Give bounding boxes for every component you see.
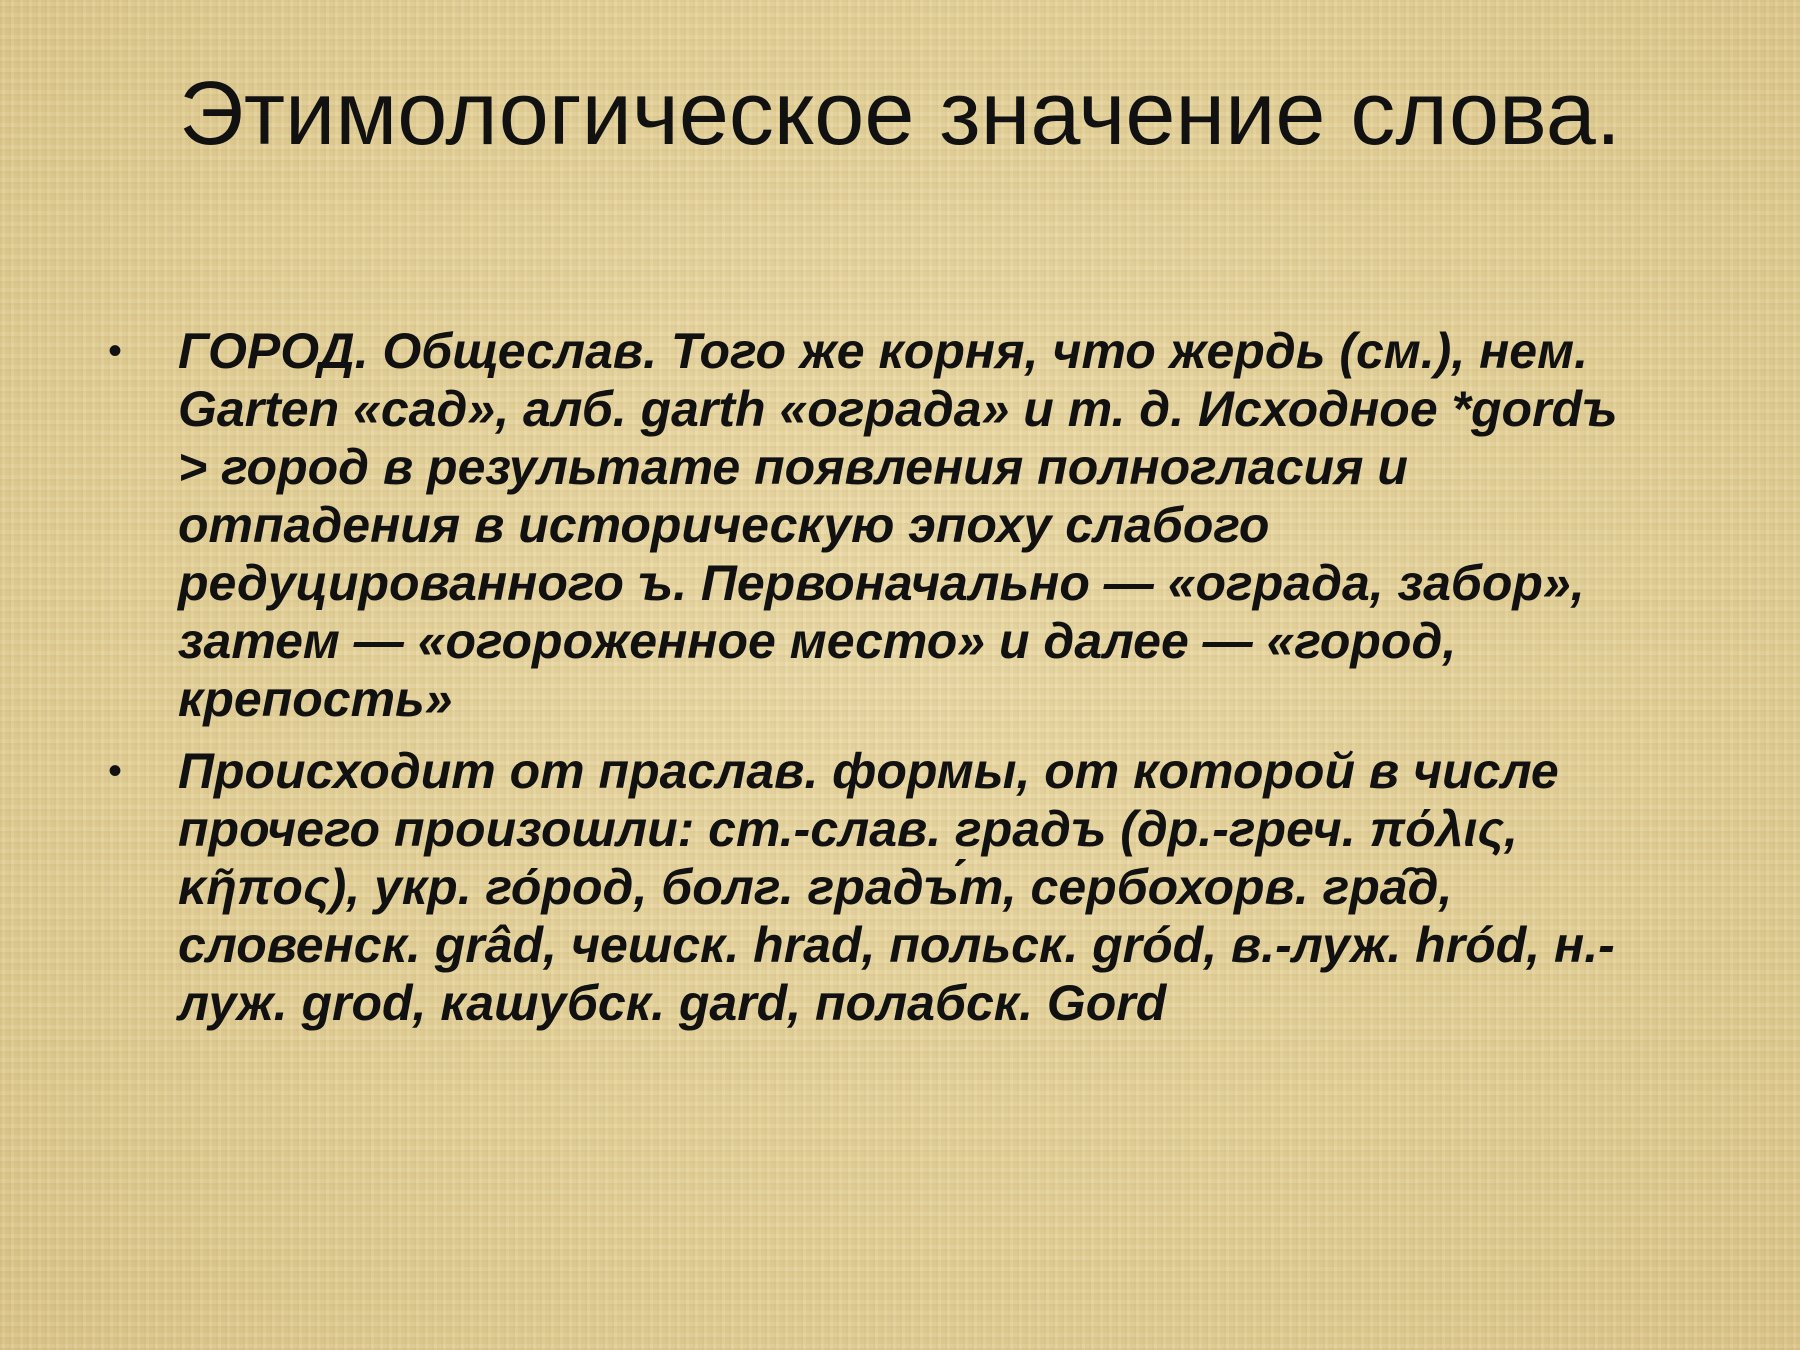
slide-title: Этимологическое значение слова. [179,64,1621,164]
bullet-item [100,742,1660,1032]
bullet-icon: • [108,329,123,373]
bullet-list [100,322,1660,1046]
bullet-text: ГОРОД. Общеслав. Того же корня, что жердь (см.), нем. Garten «сад», алб. garth «ограда» и т. д. Исходное *gordъ > город в результате появления полногласия и отпадения в историческую эпоху слабого редуцированного ъ. Первоначально — «ограда, забор», затем — «огороженное место» и далее — «город, крепость» [178,323,1618,727]
bullet-icon: • [108,749,123,793]
bullet-item [100,322,1660,728]
bullet-text: Происходит от праслав. формы, от которой в числе прочего произошли: ст.-слав. градъ (др.-греч. πόλις, κῆπος), укр. го́род, болг. градъ́т, сербохорв. гра̑д, словенск. grâd, чешск. hrad, польск. gród, в.-луж. hród, н.-луж. grod, кашубск. gard, полабск. Gord [178,743,1615,1031]
